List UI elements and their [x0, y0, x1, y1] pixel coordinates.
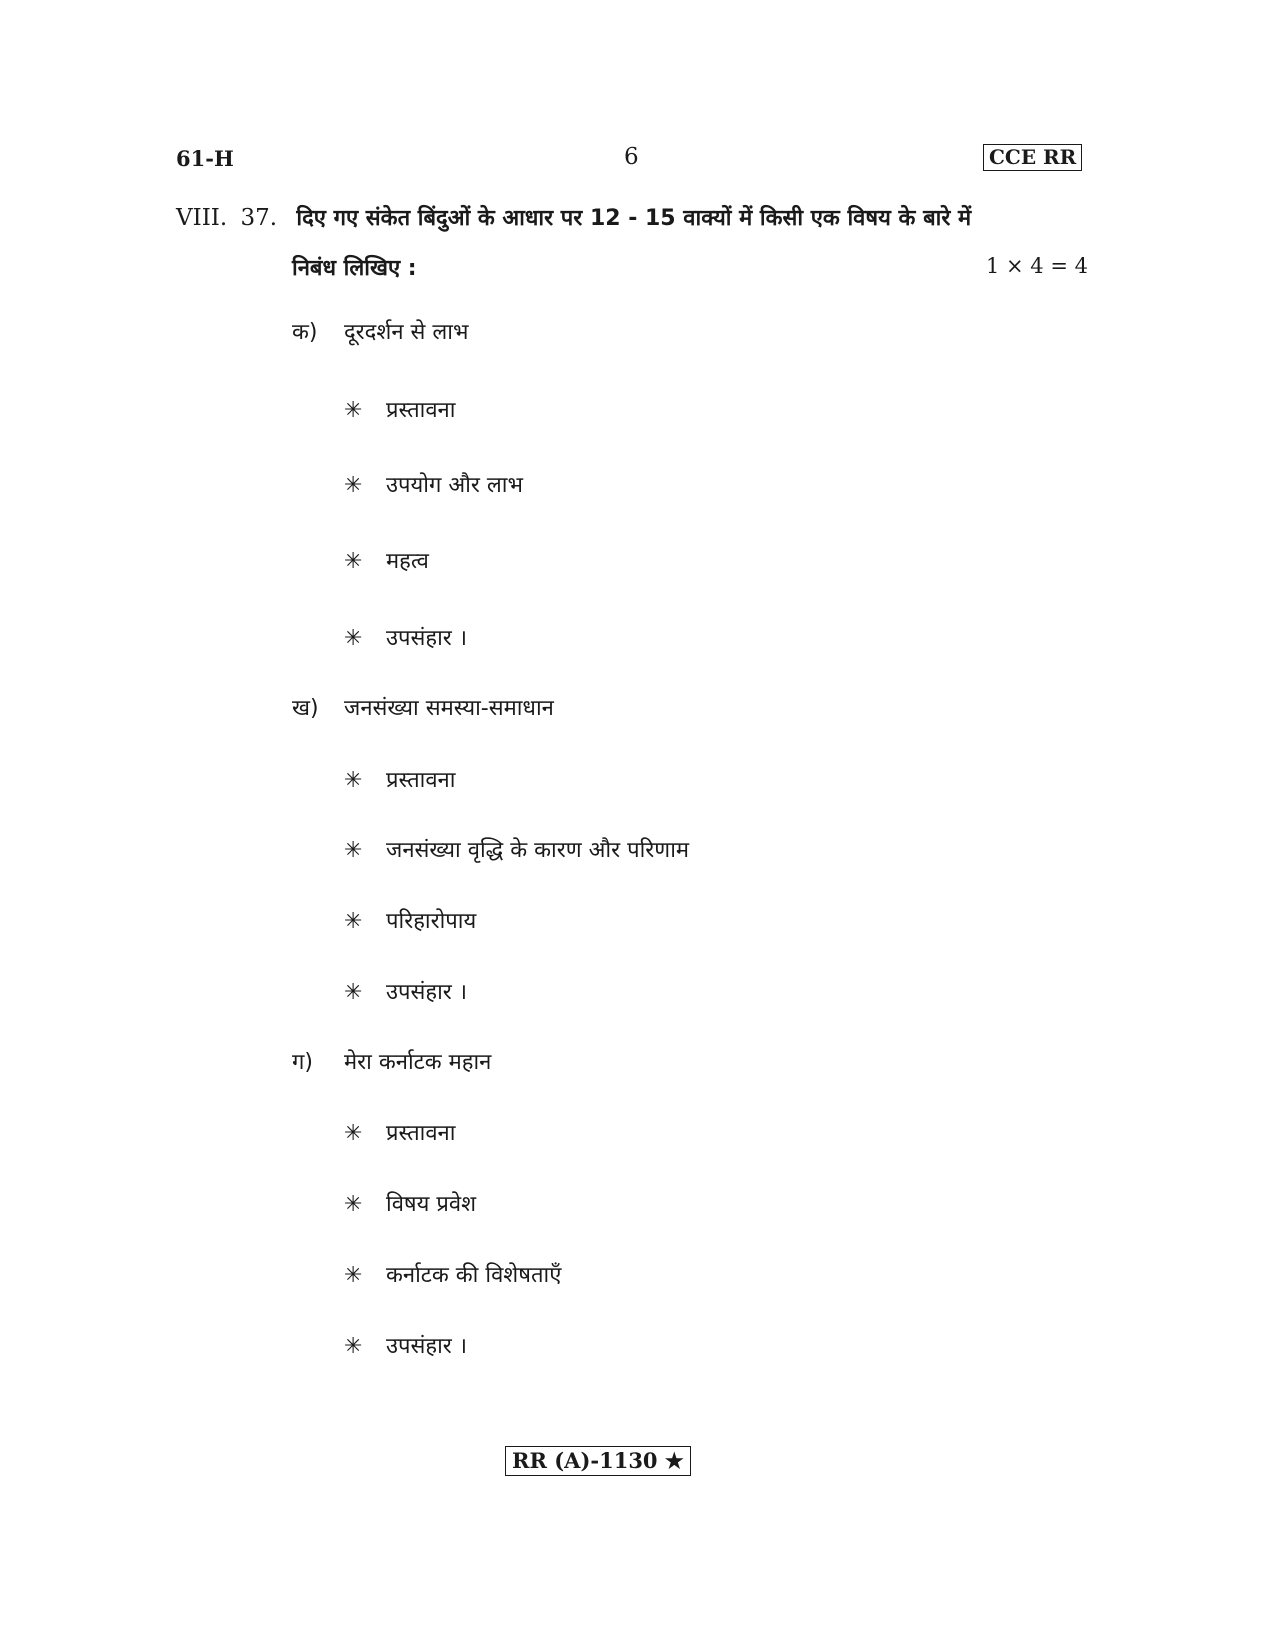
topic-1: [292, 316, 468, 346]
point-text: प्रस्तावना: [386, 1121, 456, 1146]
point-text: विषय प्रवेश: [386, 1192, 477, 1217]
list-item: [344, 1330, 467, 1360]
topic-title: जनसंख्या समस्या-समाधान: [344, 696, 554, 721]
asterisk-icon: ✳: [344, 980, 363, 1005]
question-number: 37.: [240, 205, 278, 231]
point-text: उपसंहार ।: [386, 1334, 468, 1359]
list-item: [344, 394, 455, 424]
asterisk-icon: ✳: [344, 1192, 363, 1217]
section-number: VIII.: [176, 205, 228, 231]
asterisk-icon: ✳: [344, 549, 363, 574]
asterisk-icon: ✳: [344, 909, 363, 934]
question-text-1: दिए गए संकेत बिंदुओं के आधार पर 12 - 15 वाक्यों में किसी एक विषय के बारे में: [296, 206, 972, 231]
asterisk-icon: ✳: [344, 1334, 363, 1359]
list-item: [344, 545, 429, 575]
point-text: उपसंहार ।: [386, 626, 468, 651]
point-text: प्रस्तावना: [386, 768, 456, 793]
topic-3: [292, 1046, 491, 1076]
asterisk-icon: ✳: [344, 473, 363, 498]
list-item: [344, 976, 467, 1006]
marks-allocation: 1 × 4 = 4: [986, 254, 1088, 278]
point-text: परिहारोपाय: [386, 909, 477, 934]
list-item: [344, 905, 476, 935]
list-item: [344, 1188, 476, 1218]
asterisk-icon: ✳: [344, 626, 363, 651]
asterisk-icon: ✳: [344, 768, 363, 793]
footer-code-box: RR (A)-1130 ★: [505, 1446, 691, 1476]
point-text: महत्व: [386, 549, 429, 574]
page-number: 6: [624, 144, 639, 170]
list-item: [344, 1117, 455, 1147]
topic-label: ख): [292, 696, 319, 721]
asterisk-icon: ✳: [344, 838, 363, 863]
asterisk-icon: ✳: [344, 398, 363, 423]
series-box: CCE RR: [983, 144, 1082, 171]
point-text: उपसंहार ।: [386, 980, 468, 1005]
list-item: [344, 834, 689, 864]
question-line-1: [176, 202, 1096, 232]
asterisk-icon: ✳: [344, 1121, 363, 1146]
point-text: जनसंख्या वृद्धि के कारण और परिणाम: [386, 838, 690, 863]
list-item: [344, 1259, 561, 1289]
topic-2: [292, 692, 554, 722]
topic-label: ग): [292, 1050, 313, 1075]
list-item: [344, 469, 523, 499]
point-text: प्रस्तावना: [386, 398, 456, 423]
asterisk-icon: ✳: [344, 1263, 363, 1288]
paper-code: 61-H: [176, 146, 234, 171]
topic-title: मेरा कर्नाटक महान: [344, 1050, 492, 1075]
question-text-2: निबंध लिखिए :: [292, 256, 417, 281]
topic-title: दूरदर्शन से लाभ: [344, 320, 469, 345]
topic-label: क): [292, 320, 318, 345]
list-item: [344, 622, 467, 652]
list-item: [344, 764, 455, 794]
point-text: कर्नाटक की विशेषताएँ: [386, 1263, 562, 1288]
point-text: उपयोग और लाभ: [386, 473, 523, 498]
